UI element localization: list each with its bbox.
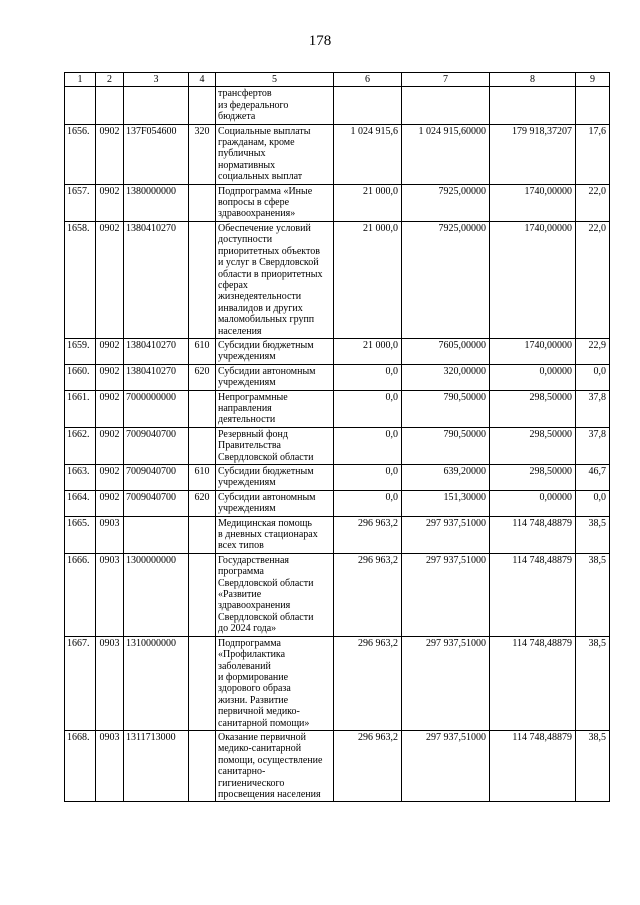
table-row (65, 465, 610, 491)
row-number-cell: 1656. (65, 124, 96, 184)
approved-amount-cell: 0,0 (334, 465, 402, 491)
item-name-cell: Оказание первичной медико-санитарной помощи, осуществление санитарно- гигиенического просвещения населения (216, 730, 334, 801)
amended-amount-cell: 151,30000 (402, 490, 490, 516)
approved-amount-cell: 0,0 (334, 427, 402, 464)
header-col-9: 9 (576, 73, 610, 87)
expense-type-cell (189, 636, 216, 730)
row-number-cell: 1658. (65, 221, 96, 338)
header-col-5: 5 (216, 73, 334, 87)
executed-amount-cell: 1740,00000 (490, 184, 576, 221)
execution-percent-cell: 22,9 (576, 338, 610, 364)
budget-table (64, 72, 610, 802)
executed-amount-cell: 298,50000 (490, 465, 576, 491)
section-code-cell: 0903 (96, 636, 124, 730)
item-name-cell: Обеспечение условий доступности приоритетных объектов и услуг в Свердловской области в приоритетных сферах жизнедеятельности инвалидов и других маломобильных групп населения (216, 221, 334, 338)
execution-percent-cell: 0,0 (576, 364, 610, 390)
section-code-cell: 0903 (96, 730, 124, 801)
item-name-cell: Социальные выплаты гражданам, кроме публичных нормативных социальных выплат (216, 124, 334, 184)
target-article-cell: 1311713000 (124, 730, 189, 801)
execution-percent-cell: 38,5 (576, 553, 610, 636)
table-body (65, 87, 610, 802)
expense-type-cell (189, 427, 216, 464)
approved-amount-cell: 1 024 915,6 (334, 124, 402, 184)
execution-percent-cell: 46,7 (576, 465, 610, 491)
section-code-cell: 0902 (96, 465, 124, 491)
row-number-cell: 1664. (65, 490, 96, 516)
section-code-cell: 0902 (96, 124, 124, 184)
target-article-cell: 1310000000 (124, 636, 189, 730)
section-code-cell (96, 87, 124, 124)
table-row (65, 87, 610, 124)
expense-type-cell: 610 (189, 338, 216, 364)
target-article-cell: 7009040700 (124, 465, 189, 491)
page-number: 178 (308, 33, 332, 49)
expense-type-cell: 610 (189, 465, 216, 491)
expense-type-cell: 620 (189, 490, 216, 516)
executed-amount-cell: 114 748,48879 (490, 730, 576, 801)
amended-amount-cell (402, 87, 490, 124)
target-article-cell: 1300000000 (124, 553, 189, 636)
row-number-cell: 1665. (65, 516, 96, 553)
header-col-1: 1 (65, 73, 96, 87)
execution-percent-cell (576, 87, 610, 124)
amended-amount-cell: 297 937,51000 (402, 730, 490, 801)
target-article-cell: 7000000000 (124, 390, 189, 427)
amended-amount-cell: 790,50000 (402, 390, 490, 427)
item-name-cell: Субсидии бюджетным учреждениям (216, 465, 334, 491)
item-name-cell: трансфертов из федерального бюджета (216, 87, 334, 124)
target-article-cell: 1380410270 (124, 221, 189, 338)
execution-percent-cell: 38,5 (576, 516, 610, 553)
header-col-2: 2 (96, 73, 124, 87)
executed-amount-cell: 298,50000 (490, 427, 576, 464)
table-row (65, 730, 610, 801)
target-article-cell (124, 516, 189, 553)
amended-amount-cell: 297 937,51000 (402, 636, 490, 730)
execution-percent-cell: 17,6 (576, 124, 610, 184)
row-number-cell: 1663. (65, 465, 96, 491)
expense-type-cell: 620 (189, 364, 216, 390)
item-name-cell: Субсидии бюджетным учреждениям (216, 338, 334, 364)
row-number-cell: 1657. (65, 184, 96, 221)
execution-percent-cell: 38,5 (576, 730, 610, 801)
target-article-cell: 137F054600 (124, 124, 189, 184)
executed-amount-cell: 114 748,48879 (490, 553, 576, 636)
amended-amount-cell: 7605,00000 (402, 338, 490, 364)
amended-amount-cell: 297 937,51000 (402, 516, 490, 553)
item-name-cell: Государственная программа Свердловской области «Развитие здравоохранения Свердловской области до 2024 года» (216, 553, 334, 636)
target-article-cell: 1380000000 (124, 184, 189, 221)
execution-percent-cell: 37,8 (576, 390, 610, 427)
approved-amount-cell: 296 963,2 (334, 730, 402, 801)
amended-amount-cell: 639,20000 (402, 465, 490, 491)
header-row (65, 73, 610, 87)
executed-amount-cell: 1740,00000 (490, 338, 576, 364)
row-number-cell (65, 87, 96, 124)
table-row (65, 124, 610, 184)
header-col-8: 8 (490, 73, 576, 87)
section-code-cell: 0902 (96, 338, 124, 364)
executed-amount-cell: 114 748,48879 (490, 516, 576, 553)
executed-amount-cell: 179 918,37207 (490, 124, 576, 184)
approved-amount-cell: 21 000,0 (334, 221, 402, 338)
expense-type-cell (189, 87, 216, 124)
header-col-4: 4 (189, 73, 216, 87)
executed-amount-cell: 298,50000 (490, 390, 576, 427)
table-row (65, 516, 610, 553)
row-number-cell: 1662. (65, 427, 96, 464)
item-name-cell: Подпрограмма «Профилактика заболеваний и формирование здорового образа жизни. Развитие первичной медико- санитарной помощи» (216, 636, 334, 730)
table-row (65, 553, 610, 636)
amended-amount-cell: 7925,00000 (402, 184, 490, 221)
target-article-cell (124, 87, 189, 124)
table-row (65, 427, 610, 464)
table-row (65, 636, 610, 730)
section-code-cell: 0903 (96, 516, 124, 553)
target-article-cell: 1380410270 (124, 338, 189, 364)
item-name-cell: Непрограммные направления деятельности (216, 390, 334, 427)
expense-type-cell (189, 221, 216, 338)
expense-type-cell (189, 553, 216, 636)
execution-percent-cell: 38,5 (576, 636, 610, 730)
approved-amount-cell: 21 000,0 (334, 184, 402, 221)
target-article-cell: 7009040700 (124, 490, 189, 516)
target-article-cell: 1380410270 (124, 364, 189, 390)
header-col-3: 3 (124, 73, 189, 87)
item-name-cell: Подпрограмма «Иные вопросы в сфере здравоохранения» (216, 184, 334, 221)
amended-amount-cell: 1 024 915,60000 (402, 124, 490, 184)
expense-type-cell (189, 516, 216, 553)
table-row (65, 338, 610, 364)
row-number-cell: 1667. (65, 636, 96, 730)
item-name-cell: Субсидии автономным учреждениям (216, 490, 334, 516)
table-row (65, 364, 610, 390)
section-code-cell: 0902 (96, 364, 124, 390)
table-row (65, 184, 610, 221)
approved-amount-cell: 0,0 (334, 364, 402, 390)
expense-type-cell (189, 730, 216, 801)
execution-percent-cell: 0,0 (576, 490, 610, 516)
executed-amount-cell: 1740,00000 (490, 221, 576, 338)
table-row (65, 221, 610, 338)
section-code-cell: 0902 (96, 221, 124, 338)
approved-amount-cell: 296 963,2 (334, 553, 402, 636)
section-code-cell: 0902 (96, 390, 124, 427)
amended-amount-cell: 297 937,51000 (402, 553, 490, 636)
row-number-cell: 1661. (65, 390, 96, 427)
item-name-cell: Резервный фонд Правительства Свердловской области (216, 427, 334, 464)
section-code-cell: 0903 (96, 553, 124, 636)
approved-amount-cell: 296 963,2 (334, 516, 402, 553)
approved-amount-cell: 296 963,2 (334, 636, 402, 730)
executed-amount-cell: 114 748,48879 (490, 636, 576, 730)
row-number-cell: 1666. (65, 553, 96, 636)
executed-amount-cell: 0,00000 (490, 364, 576, 390)
amended-amount-cell: 320,00000 (402, 364, 490, 390)
executed-amount-cell (490, 87, 576, 124)
item-name-cell: Субсидии автономным учреждениям (216, 364, 334, 390)
execution-percent-cell: 22,0 (576, 221, 610, 338)
execution-percent-cell: 22,0 (576, 184, 610, 221)
target-article-cell: 7009040700 (124, 427, 189, 464)
section-code-cell: 0902 (96, 427, 124, 464)
table-row (65, 490, 610, 516)
row-number-cell: 1660. (65, 364, 96, 390)
approved-amount-cell: 0,0 (334, 490, 402, 516)
execution-percent-cell: 37,8 (576, 427, 610, 464)
header-col-6: 6 (334, 73, 402, 87)
amended-amount-cell: 790,50000 (402, 427, 490, 464)
row-number-cell: 1668. (65, 730, 96, 801)
header-col-7: 7 (402, 73, 490, 87)
section-code-cell: 0902 (96, 184, 124, 221)
amended-amount-cell: 7925,00000 (402, 221, 490, 338)
expense-type-cell: 320 (189, 124, 216, 184)
approved-amount-cell: 0,0 (334, 390, 402, 427)
item-name-cell: Медицинская помощь в дневных стационарах всех типов (216, 516, 334, 553)
expense-type-cell (189, 390, 216, 427)
expense-type-cell (189, 184, 216, 221)
approved-amount-cell (334, 87, 402, 124)
section-code-cell: 0902 (96, 490, 124, 516)
executed-amount-cell: 0,00000 (490, 490, 576, 516)
row-number-cell: 1659. (65, 338, 96, 364)
approved-amount-cell: 21 000,0 (334, 338, 402, 364)
table-row (65, 390, 610, 427)
